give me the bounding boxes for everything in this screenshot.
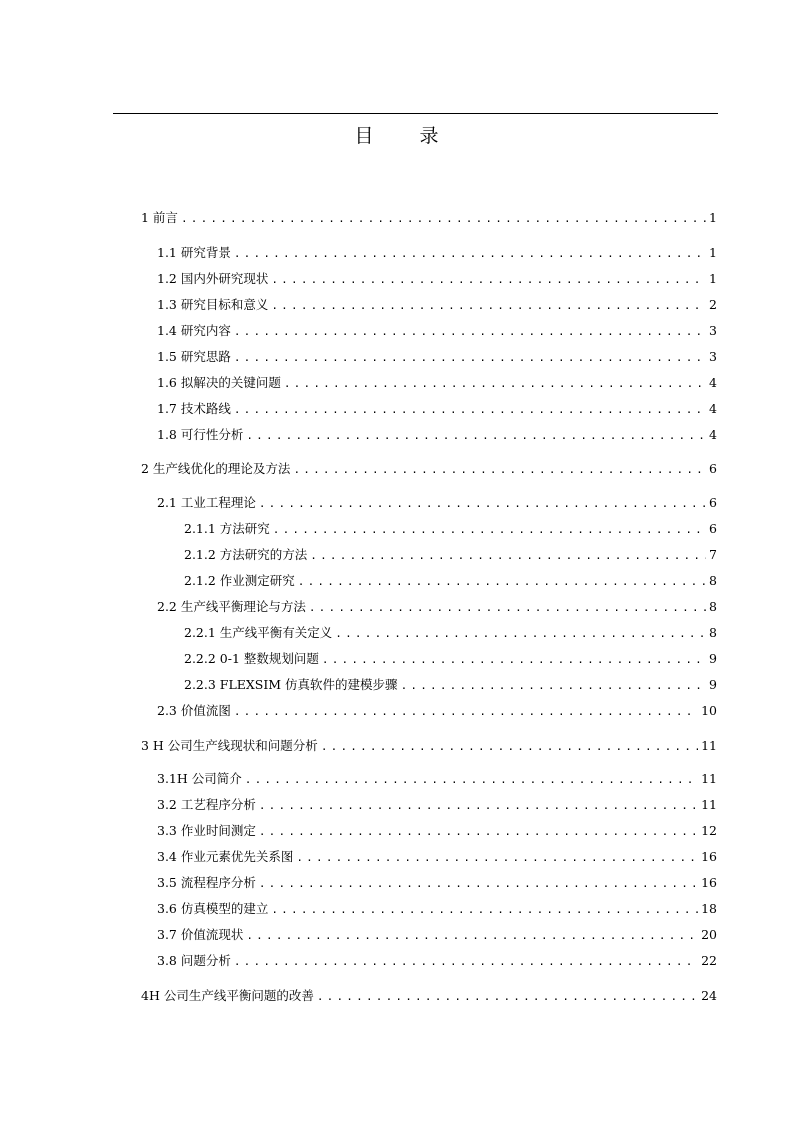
toc-leader-dots — [234, 954, 698, 970]
toc-entry-label: 2 生产线优化的理论及方法 — [141, 461, 291, 476]
toc-entry-page: 16 — [701, 875, 717, 890]
toc-leader-dots — [245, 772, 698, 788]
toc-entry-label: 3.8 问题分析 — [157, 953, 231, 968]
toc-leader-dots — [234, 350, 706, 366]
toc-entry[interactable] — [184, 651, 717, 668]
toc-entry-label: 1.6 拟解决的关键问题 — [157, 375, 281, 390]
toc-entry-page: 10 — [701, 703, 717, 718]
toc-entry-page: 4 — [709, 401, 717, 416]
toc-entry[interactable] — [157, 797, 717, 814]
toc-entry-label: 4H 公司生产线平衡问题的改善 — [141, 988, 314, 1003]
toc-entry-page: 8 — [709, 625, 717, 640]
toc-entry-page: 22 — [701, 953, 717, 968]
toc-leader-dots — [234, 324, 706, 340]
toc-entry-page: 4 — [709, 427, 717, 442]
toc-entry[interactable] — [157, 849, 717, 866]
toc-entry-label: 3.7 价值流现状 — [157, 927, 244, 942]
toc-leader-dots — [259, 798, 698, 814]
toc-entry[interactable] — [141, 461, 717, 478]
toc-entry-page: 1 — [709, 210, 717, 225]
toc-entry[interactable] — [157, 771, 717, 788]
toc-leader-dots — [284, 376, 706, 392]
toc-entry[interactable] — [141, 738, 717, 755]
toc-leader-dots — [259, 496, 706, 512]
toc-entry[interactable] — [157, 427, 717, 444]
toc-leader-dots — [322, 652, 706, 668]
toc-entry-label: 3 H 公司生产线现状和问题分析 — [141, 738, 318, 753]
toc-entry-page: 11 — [701, 738, 717, 753]
toc-entry-page: 3 — [709, 349, 717, 364]
toc-leader-dots — [293, 462, 706, 478]
toc-entry[interactable] — [157, 297, 717, 314]
toc-entry[interactable] — [157, 703, 717, 720]
toc-entry-label: 3.1H 公司简介 — [157, 771, 242, 786]
toc-entry[interactable] — [157, 401, 717, 418]
toc-entry-label: 2.2 生产线平衡理论与方法 — [157, 599, 306, 614]
toc-entry[interactable] — [157, 953, 717, 970]
toc-title: 目 录 — [354, 125, 459, 147]
toc-entry-page: 9 — [709, 677, 717, 692]
toc-entry-page: 12 — [701, 823, 717, 838]
toc-entry-page: 18 — [701, 901, 717, 916]
toc-entry[interactable] — [184, 547, 717, 564]
toc-entry-page: 16 — [701, 849, 717, 864]
toc-leader-dots — [271, 902, 698, 918]
toc-leader-dots — [271, 298, 706, 314]
toc-entry-page: 1 — [709, 245, 717, 260]
toc-entry-label: 2.2.1 生产线平衡有关定义 — [184, 625, 333, 640]
toc-leader-dots — [309, 600, 706, 616]
toc-leader-dots — [259, 876, 698, 892]
toc-entry-label: 1.3 研究目标和意义 — [157, 297, 269, 312]
toc-entry[interactable] — [141, 988, 717, 1005]
toc-entry-label: 2.1 工业工程理论 — [157, 495, 256, 510]
toc-entry[interactable] — [184, 625, 717, 642]
toc-entry-page: 11 — [701, 771, 717, 786]
toc-leader-dots — [271, 272, 706, 288]
toc-leader-dots — [298, 574, 706, 590]
toc-leader-dots — [181, 211, 706, 227]
toc-entry-page: 3 — [709, 323, 717, 338]
toc-entry[interactable] — [157, 875, 717, 892]
toc-entry-page: 2 — [709, 297, 717, 312]
toc-entry[interactable] — [157, 271, 717, 288]
toc-entry-label: 1.1 研究背景 — [157, 245, 231, 260]
toc-entry-page: 11 — [701, 797, 717, 812]
toc-entry-label: 2.1.1 方法研究 — [184, 521, 270, 536]
toc-entry[interactable] — [184, 677, 717, 694]
toc-entry-label: 2.3 价值流图 — [157, 703, 231, 718]
toc-leader-dots — [234, 402, 706, 418]
toc-entry[interactable] — [184, 521, 717, 538]
toc-entry-page: 8 — [709, 573, 717, 588]
toc-entry-page: 8 — [709, 599, 717, 614]
toc-entry-label: 2.1.2 作业测定研究 — [184, 573, 295, 588]
toc-leader-dots — [317, 989, 698, 1005]
toc-entry[interactable] — [157, 375, 717, 392]
toc-entry-label: 3.6 仿真模型的建立 — [157, 901, 269, 916]
toc-entry[interactable] — [157, 245, 717, 262]
toc-entry-page: 1 — [709, 271, 717, 286]
toc-entry-label: 1.5 研究思路 — [157, 349, 231, 364]
toc-leader-dots — [246, 428, 706, 444]
toc-leader-dots — [234, 246, 706, 262]
toc-entry-page: 9 — [709, 651, 717, 666]
toc-entry[interactable] — [157, 323, 717, 340]
toc-leader-dots — [234, 704, 698, 720]
toc-entry-page: 7 — [709, 547, 717, 562]
toc-leader-dots — [296, 850, 698, 866]
toc-entry[interactable] — [157, 901, 717, 918]
toc-entry-page: 6 — [709, 495, 717, 510]
toc-entry-page: 24 — [701, 988, 717, 1003]
toc-entry[interactable] — [157, 927, 717, 944]
header-rule — [113, 113, 718, 114]
toc-leader-dots — [401, 678, 706, 694]
toc-entry-label: 3.4 作业元素优先关系图 — [157, 849, 294, 864]
toc-entry-label: 1.8 可行性分析 — [157, 427, 244, 442]
toc-entry[interactable] — [157, 823, 717, 840]
toc-entry-page: 20 — [701, 927, 717, 942]
toc-entry-page: 6 — [709, 461, 717, 476]
toc-entry-label: 1 前言 — [141, 210, 178, 225]
toc-leader-dots — [259, 824, 698, 840]
toc-leader-dots — [321, 739, 698, 755]
toc-entry[interactable] — [184, 573, 717, 590]
toc-entry-label: 2.1.2 方法研究的方法 — [184, 547, 308, 562]
toc-entry-label: 2.2.3 FLEXSIM 仿真软件的建模步骤 — [184, 677, 398, 692]
toc-leader-dots — [273, 522, 706, 538]
toc-entry-label: 1.4 研究内容 — [157, 323, 231, 338]
toc-entry[interactable] — [157, 599, 717, 616]
toc-entry-label: 1.7 技术路线 — [157, 401, 231, 416]
toc-entry-label: 3.2 工艺程序分析 — [157, 797, 256, 812]
toc-entry-label: 3.3 作业时间测定 — [157, 823, 256, 838]
toc-leader-dots — [335, 626, 706, 642]
toc-leader-dots — [246, 928, 698, 944]
toc-entry-label: 3.5 流程程序分析 — [157, 875, 256, 890]
toc-leader-dots — [310, 548, 706, 564]
toc-entry[interactable] — [141, 210, 717, 227]
toc-entry[interactable] — [157, 495, 717, 512]
toc-entry[interactable] — [157, 349, 717, 366]
toc-entry-label: 2.2.2 0-1 整数规划问题 — [184, 651, 319, 666]
toc-entry-page: 6 — [709, 521, 717, 536]
toc-entry-page: 4 — [709, 375, 717, 390]
toc-entry-label: 1.2 国内外研究现状 — [157, 271, 269, 286]
